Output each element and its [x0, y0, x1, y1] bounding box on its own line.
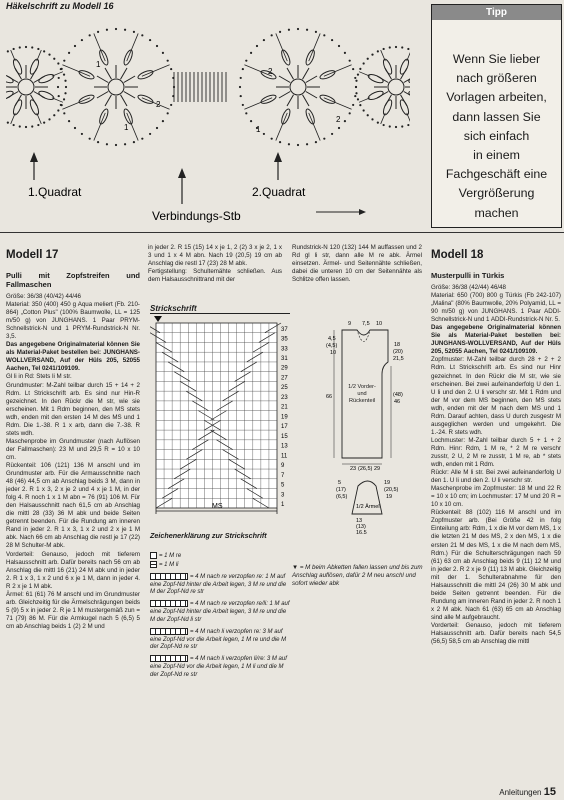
crochet-motifs — [6, 28, 410, 146]
modell17-paragraph: Gl li in Rd: Stets li M str. — [6, 373, 72, 381]
row-number: 23 — [281, 394, 288, 401]
tipp-line: Vergrößerung — [458, 186, 535, 201]
legend-item — [150, 561, 292, 570]
body-label: 1/2 Vorder- und Rückenteil — [348, 384, 376, 404]
schematic-num: 19 — [386, 494, 393, 500]
cable-right-purl-symbol — [150, 600, 188, 607]
footer-label: Anleitungen — [499, 788, 542, 797]
schematic-num: 66 — [326, 394, 333, 400]
tipp-line: sich einfach — [463, 128, 530, 143]
modell17-paragraph: Rückenteil: 106 (121) 136 M anschl und im Grundmuster arb. Für die Armausschnitte nach 48 (46) 44,5 cm ab Anschlag beids 3 M, dann in jeder 2. R 1 x 3, 2 x je 2 und 4 x je 1 M, in der folg 4. R noch 1 x 1 M abn = 76 (91) 106 M. Für den Halsausschnitt nach 61,5 cm ab Anschlag die mittl 28 (33) 36 M abk und beide Seiten getrennt beenden. Für die Rundung am inneren Rand in jeder 2. R 1 x 3, 1 x 2 und 2 x je 1 M abk. Nach 66 cm ab Anschlag die restl je 17 (22) 28 M Schulter-M abk. — [6, 461, 140, 550]
diagram-title: Häkelschrift zu Modell 16 — [6, 1, 114, 11]
row-number: 1 — [281, 502, 285, 509]
row-number: 3 — [281, 492, 285, 499]
chart-legend — [150, 552, 292, 680]
legend-item — [150, 573, 292, 597]
legend-item — [150, 552, 292, 561]
tipp-line: machen — [474, 205, 519, 220]
row-number: 35 — [281, 336, 288, 343]
row-number: 37 — [281, 326, 288, 333]
schematic-num: (6,5) — [336, 494, 348, 500]
legend-item — [150, 600, 292, 624]
row-number: 17 — [281, 424, 288, 431]
knit-symbol — [150, 552, 157, 559]
modell18-paragraph: Das angegebene Originalmaterial können Sie als Material-Paket bestellen bei: JUNGHANS-WOLLVERSAND, Auf der Hüls 205, 52055 Aachen, Tel 0241/109109. — [431, 324, 561, 356]
schematic-num: 10 — [376, 321, 383, 327]
modell17-finishing — [292, 244, 422, 304]
legend-text: = 1 M re — [159, 553, 182, 560]
modell17-paragraph: Größe: 36/38 (40/42) 44/46 — [6, 293, 81, 300]
schematic-num: 13 — [356, 518, 363, 524]
row-number: 5 — [281, 482, 285, 489]
chart-title: Strickschrift — [150, 304, 290, 314]
continued-text: Fertigstellung: Schultemähte schließen. Aus dem Halsausschnittrand mit der — [148, 268, 282, 284]
modell18-paragraph: Vorderteil: Genauso, jedoch mit tieferem Halsausschnitt arb. Dafür bereits nach 54,5 (56,5) 58,5 cm ab Anschlag die mittl — [431, 621, 561, 646]
motif-number: 2 — [268, 67, 273, 76]
legend-text: = 4 M nach re verzopfen re: 1 M auf eine Zopf-Nd hinter die Arbeit legen, 3 M re und die M der Zopf-Nd re str — [150, 573, 287, 596]
schematic-num: 16,5 — [356, 530, 367, 534]
schematic-num: (13) — [356, 524, 366, 530]
row-number: 33 — [281, 346, 288, 353]
modell17-continued — [148, 244, 282, 300]
chart-row-numbers — [281, 327, 288, 508]
tipp-line: nach größeren — [456, 71, 537, 86]
modell17-title: Modell 17 — [6, 249, 59, 261]
page-number: 15 — [543, 786, 556, 798]
legend-text: = 4 M nach re verzopfen re/li: 1 M auf eine Zopf-Nd hinter die Arbeit legen, 3 M re und die M der Zopf-Nd li str — [150, 601, 290, 623]
motif-number: 2 — [336, 115, 341, 124]
schematic-num: (26,5) — [358, 466, 373, 472]
label-connector: Verbindungs-Stb — [152, 209, 241, 223]
page-footer — [499, 786, 556, 798]
crochet-diagram — [6, 12, 410, 230]
schematic-num: (48) — [393, 392, 403, 398]
schematic-num: (20,5) — [384, 487, 399, 493]
schematic-num: 29 — [374, 466, 381, 472]
tipp-header: Tipp — [432, 5, 561, 20]
modell17-paragraph: Vorderteil: Genauso, jedoch mit tieferem Halsausschnitt arb. Dafür bereits nach 56 cm ab Anschlag die mittl 16 (21) 24 M abk und in jeder 2. R 1 x 3, 1 x 2 und 6 x je 1 M, dann in jeder 4. R 2 x je 1 M abk. — [6, 550, 140, 590]
modell18-title: Modell 18 — [431, 249, 484, 261]
schematic-num: 5 — [338, 480, 342, 486]
label-square2: 2.Quadrat — [252, 185, 306, 199]
modell18-paragraph: Rückr: Alle M li str. Bei zwei aufeinanderfolg U den 1. U li und den 2. U li verschr str. — [431, 469, 561, 485]
schematic-num: 7,5 — [362, 321, 370, 327]
drop-stitch-marker — [154, 316, 162, 322]
sleeve-label: 1/2 Ärmel — [356, 504, 380, 510]
modell18-paragraph: Material: 650 (700) 800 g Türkis (Fb 242-107) „Malina" (80% Baumwolle, 20% Polyamid, LL = 90 m/50 g) von JUNGHANS. 1 Paar ADDI-Schnellstrick-N und 1 ADDI-Rundstrick-N Nr. 5. — [431, 292, 561, 324]
tipp-line: dann lassen Sie — [452, 109, 541, 124]
modell17-subtitle: Pulli mit Zopfstreifen und Fallmaschen — [6, 271, 140, 289]
schematic-num: (20) — [393, 349, 403, 355]
row-number: 31 — [281, 356, 288, 362]
row-number: 15 — [281, 433, 288, 440]
ms-label: MS — [212, 503, 223, 510]
modell17-paragraph: Grundmuster: M-Zahl teilbar durch 15 + 14 + 2 Rdm. Lt Strickschrift arb. Es sind nur Hin-R gezeichnet. In den Rückr die M str, wie sie erscheinen. Mit 1 Rdm beginnen, den MS stets wdh, enden mit den ersten 14 M des MS und 1 Rdm. Die 1.-38. R 1 x arb, dann die 7.-38. R stets wdh. — [6, 381, 140, 437]
modell17-paragraph: Material: 350 (400) 450 g Aqua meliert (Fb. 210-864) „Cotton Plus" (100% Baumwolle, LL = 125 m/50 g) von JUNGHANS. 1 Paar PRYM-Schnellstrick-N und 1 PRYM-Rundstrick-N Nr. 3,5. — [6, 301, 140, 341]
modell18-paragraph: Größe: 36/38 (42/44) 46/48 — [431, 284, 506, 291]
modell18-paragraph: Maschenprobe im Zopfmuster: 18 M und 22 R = 10 x 10 cm; im Lochmuster: 17 M und 20 R = 10 x 10 cm. — [431, 485, 561, 509]
row-number: 25 — [281, 385, 288, 392]
modell17-paragraph: Maschenprobe im Grundmuster (nach Auflösen der Fallmaschen): 23 M und 29,5 R = 10 x 10 cm. — [6, 437, 140, 461]
modell17-paragraph: Das angegebene Originalmaterial können Sie als Material-Paket bestellen bei: JUNGHANS-WOLLVERSAND, Auf der Hüls 205, 52055 Aachen, Tel 0241/109109. — [6, 341, 140, 373]
row-number: 29 — [281, 365, 288, 372]
purl-symbol — [150, 561, 157, 568]
legend-item — [150, 628, 292, 652]
tipp-line: Fachgeschäft eine — [445, 167, 548, 182]
cable-left-symbol — [150, 628, 188, 635]
schematic-num: 23 — [350, 466, 357, 472]
legend-text: = 4 M nach li verzopfen li/re: 3 M auf eine Zopf-Nd vor die Arbeit legen, 1 M li und die M der Zopf-Nd re str — [150, 656, 287, 678]
drop-stitch-note: ▼ = M beim Abketten fallen lassen und bis zum Anschlag auflösen, dafür 2 M neu anschl und sofort wieder abk — [292, 564, 423, 587]
tipp-text — [432, 20, 561, 223]
schematic-num: 4,5 — [328, 336, 336, 342]
legend-text: = 4 M nach li verzopfen re: 3 M auf eine Zopf-Nd vor die Arbeit legen, 1 M re und die M der Zopf-Nd re str — [150, 628, 287, 651]
motif-number: 1 — [124, 123, 129, 132]
tipp-line: Wenn Sie lieber — [452, 52, 541, 66]
label-square1: 1.Quadrat — [28, 185, 82, 199]
schematic-num: (4,5) — [326, 343, 338, 349]
modell18-column — [431, 249, 561, 789]
chart-grid — [150, 323, 281, 508]
schematic-num: 19 — [384, 480, 391, 486]
continued-text: in jeder 2. R 15 (15) 14 x je 1, 2 (2) 3 x je 2, 1 x 3 und 1 x 4 M abn. Nach 19 (20,5) 19 cm ab Anschlag die restl 17 (23) 28 M abk. — [148, 244, 282, 268]
cable-left-purl-symbol — [150, 655, 188, 662]
modell18-subtitle: Musterpulli in Türkis — [431, 271, 505, 280]
row-number: 13 — [281, 443, 288, 450]
row-number: 9 — [281, 463, 285, 470]
row-number: 21 — [281, 404, 288, 411]
schematic-num: 10 — [330, 350, 337, 356]
modell17-paragraph: Ärmel: 61 (61) 76 M anschl und im Grundmuster arb. Gleichzeitig für die Ärmelschrägungen beids 5 (9) 5 x in jeder 2. R je 1 M mustergemäß zun = 71 (79) 86 M. Für die Armkugel nach 5 (6,5) 5 cm ab Anschlag beids 1 (2) 2 M und — [6, 590, 140, 630]
tipp-box — [431, 4, 562, 228]
schematic-num: 46 — [394, 399, 401, 405]
modell18-paragraph: Zopfmuster: M-Zahl teilbar durch 28 + 2 + 2 Rdm. Lt Strickschrift arb. Es sind nur Hinr gezeichnet. In den Rückr die M str, wie sie erscheinen. Bei zwei aufeinanderfolg U den 1. U li und den 2. U li verschr str. Mit 1 Rdm und der M vor dem MS beginnen, den MS stets wdh, enden mit der M nach dem MS und 1 Rdm. Darauf achten, dass U durch zusgestr M ausgeglichen werden und umgekehrt. Die 1.-24. R stets wdh. — [431, 356, 561, 436]
schematic-num: 18 — [394, 342, 401, 348]
row-number: 19 — [281, 414, 288, 421]
legend-title: Zeichenerklärung zur Strickschrift — [150, 531, 267, 540]
tipp-line: in einem — [473, 148, 520, 163]
cable-right-symbol — [150, 573, 188, 580]
schematic-num: 21,5 — [393, 356, 404, 362]
tipp-line: Vorlagen arbeiten, — [446, 90, 547, 105]
legend-item — [150, 655, 292, 679]
motif-number: 2 — [156, 100, 161, 109]
garment-schematic — [312, 318, 422, 534]
motif-number: 1 — [256, 125, 261, 134]
schematic-num: 9 — [348, 321, 352, 327]
modell18-paragraph: Rückenteil: 88 (102) 116 M anschl und im Zopfmuster arb. (Bei Größe 42 in folg Einteilung arb: Rdm, 1 x die M vor dem MS, 1 x die letzten 21 M des MS, 2 x den MS, 1 x die ersten 21 M des MS, 1 x die M nach dem MS, Rdm.) Für die Schulterschrägungen nach 59 (61) 63 cm ab Anschlag beids 9 (11) 12 M und in jeder 2. R 2 x je 9 (11) 13 M abk. Gleichzeitig mit der 1. Schulterabnahme für den Halsausschnitt die mittl 24 (26) 30 M abk und beide Seiten getrennt beenden. Für die Rundung am inneren Rand in jeder 2. R noch 1 x 2 M abk. Nach 61 (63) 65 cm ab Anschlag sind alle M aufgebraucht. — [431, 509, 561, 621]
section-divider — [0, 232, 564, 233]
modell17-column — [6, 249, 140, 789]
row-number: 11 — [281, 453, 288, 460]
finishing-text: Rundstrick-N 120 (132) 144 M auffassen und 2 Rd gl li str, dann alle M re abk. Ärmel einsetzen. Ärmel- und Seitennähte schließen, dabei die unteren 10 cm der Seitennähte als Schlitze offen lassen. — [292, 244, 422, 284]
row-number: 27 — [281, 375, 288, 382]
knitting-chart — [150, 315, 312, 519]
legend-text: = 1 M li — [159, 561, 179, 568]
schematic-num: (17) — [336, 487, 346, 493]
row-number: 7 — [281, 472, 285, 479]
modell18-paragraph: Lochmuster: M-Zahl teilbar durch 5 + 1 + 2 Rdm. Hinr: Rdm, 1 M re, * 2 M re verschr zusstr, 2 U, 2 M re zusstr, 1 M re, ab * stets wdh, enden mit 1 Rdm. — [431, 436, 561, 469]
motif-number: 1 — [96, 60, 101, 69]
